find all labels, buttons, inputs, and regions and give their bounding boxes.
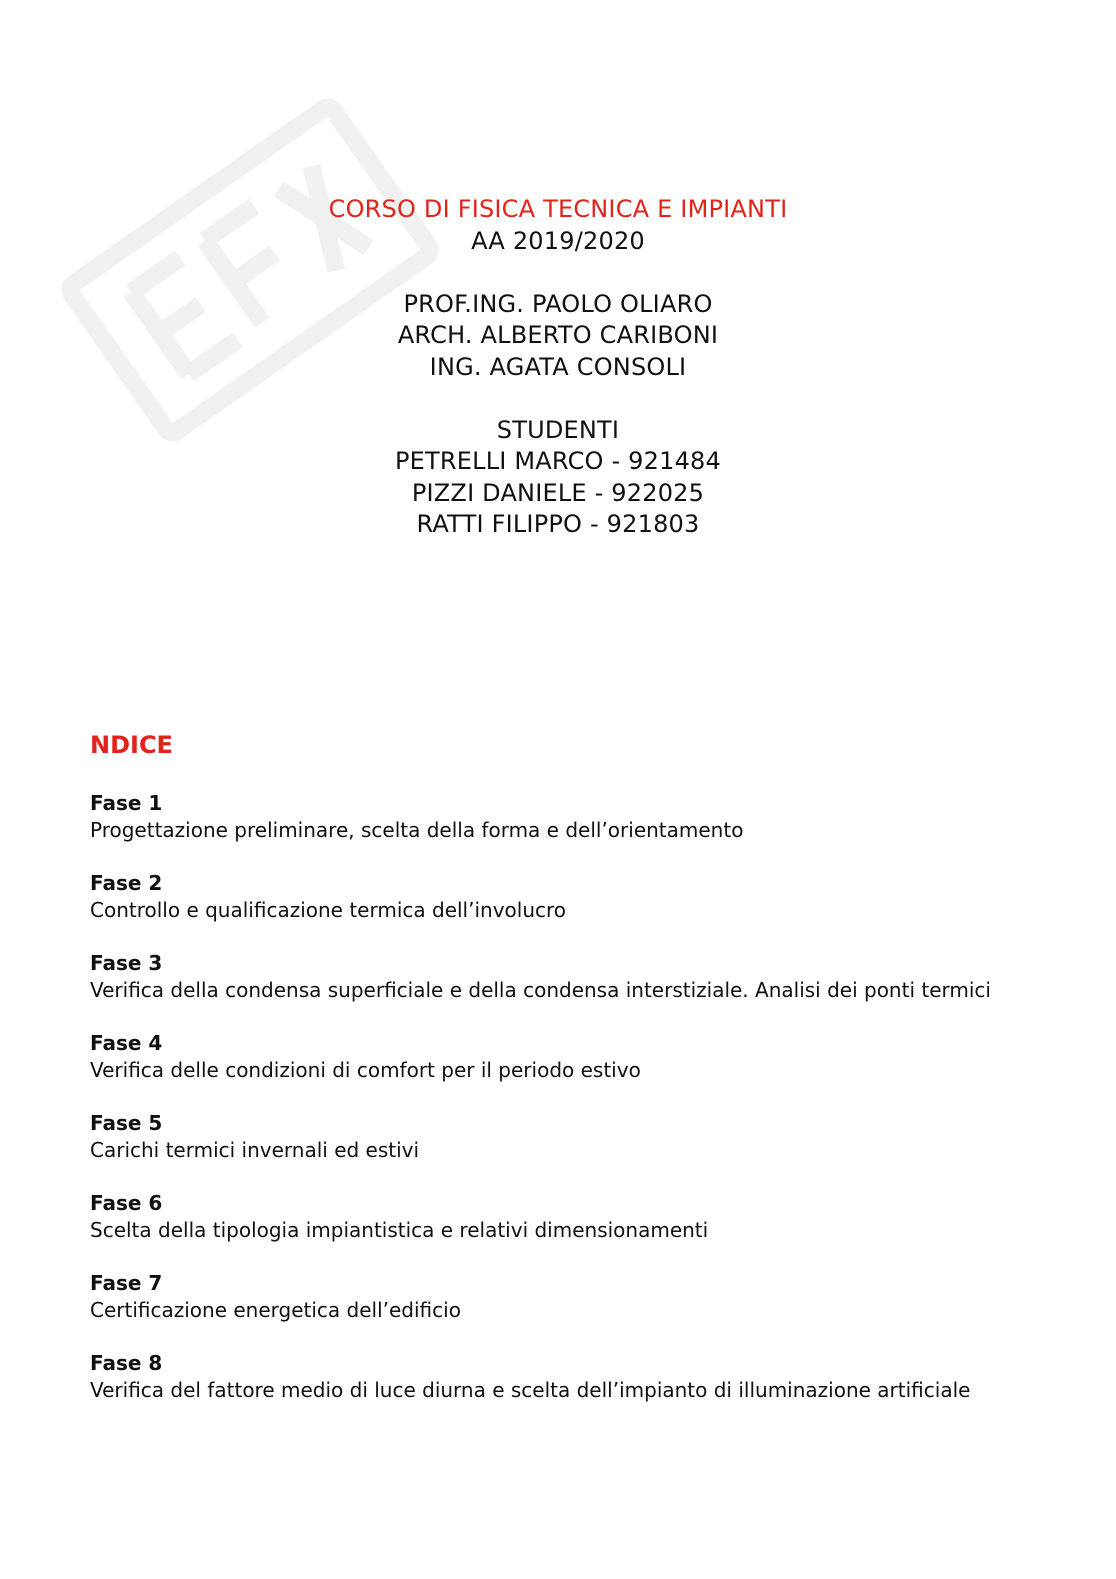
student-entry: RATTI FILIPPO - 921803 [416, 510, 700, 538]
phase-description: Progettazione preliminare, scelta della forma e dell’orientamento [90, 818, 744, 842]
toc-entry [90, 1270, 1090, 1324]
cover-header [0, 194, 1116, 541]
professor-name: PROF.ING. PAOLO OLIARO [403, 289, 713, 318]
toc-entry [90, 870, 1090, 924]
phase-description: Controllo e qualificazione termica dell’involucro [90, 898, 567, 922]
phase-title: Fase 2 [90, 871, 163, 895]
phase-description: Carichi termici invernali ed estivi [90, 1138, 420, 1162]
spacer [0, 383, 1116, 415]
professor-name: ING. AGATA CONSOLI [429, 352, 687, 381]
student-entry: PETRELLI MARCO - 921484 [395, 447, 721, 475]
toc-entry [90, 1350, 1090, 1404]
professor-name: ARCH. ALBERTO CARIBONI [397, 321, 719, 349]
toc-entry [90, 1030, 1090, 1084]
phase-description: Verifica del fattore medio di luce diurna e scelta dell’impianto di illuminazione artificiale [90, 1378, 971, 1402]
toc-entry [90, 1110, 1090, 1164]
phase-description: Scelta della tipologia impiantistica e relativi dimensionamenti [90, 1218, 709, 1242]
phase-title: Fase 8 [90, 1351, 163, 1375]
spacer [0, 257, 1116, 289]
phase-title: Fase 7 [90, 1271, 163, 1295]
phase-title: Fase 1 [90, 791, 163, 815]
phase-title: Fase 6 [90, 1191, 163, 1215]
phase-description: Certificazione energetica dell’edificio [90, 1298, 461, 1322]
academic-year: AA 2019/2020 [471, 226, 645, 255]
phase-description: Verifica della condensa superficiale e della condensa interstiziale. Analisi dei ponti termici [90, 978, 991, 1002]
index-title: NDICE [90, 731, 173, 759]
course-title: CORSO DI FISICA TECNICA E IMPIANTI [328, 195, 788, 223]
toc-entry [90, 1190, 1090, 1244]
phase-description: Verifica delle condizioni di comfort per il periodo estivo [90, 1058, 641, 1082]
phase-title: Fase 5 [90, 1111, 163, 1135]
phase-title: Fase 3 [90, 951, 163, 975]
table-of-contents [90, 730, 1090, 1430]
toc-entry [90, 950, 1090, 1004]
phase-title: Fase 4 [90, 1031, 163, 1055]
toc-entry [90, 790, 1090, 844]
student-entry: PIZZI DANIELE - 922025 [411, 478, 705, 507]
students-heading: STUDENTI [496, 415, 620, 444]
